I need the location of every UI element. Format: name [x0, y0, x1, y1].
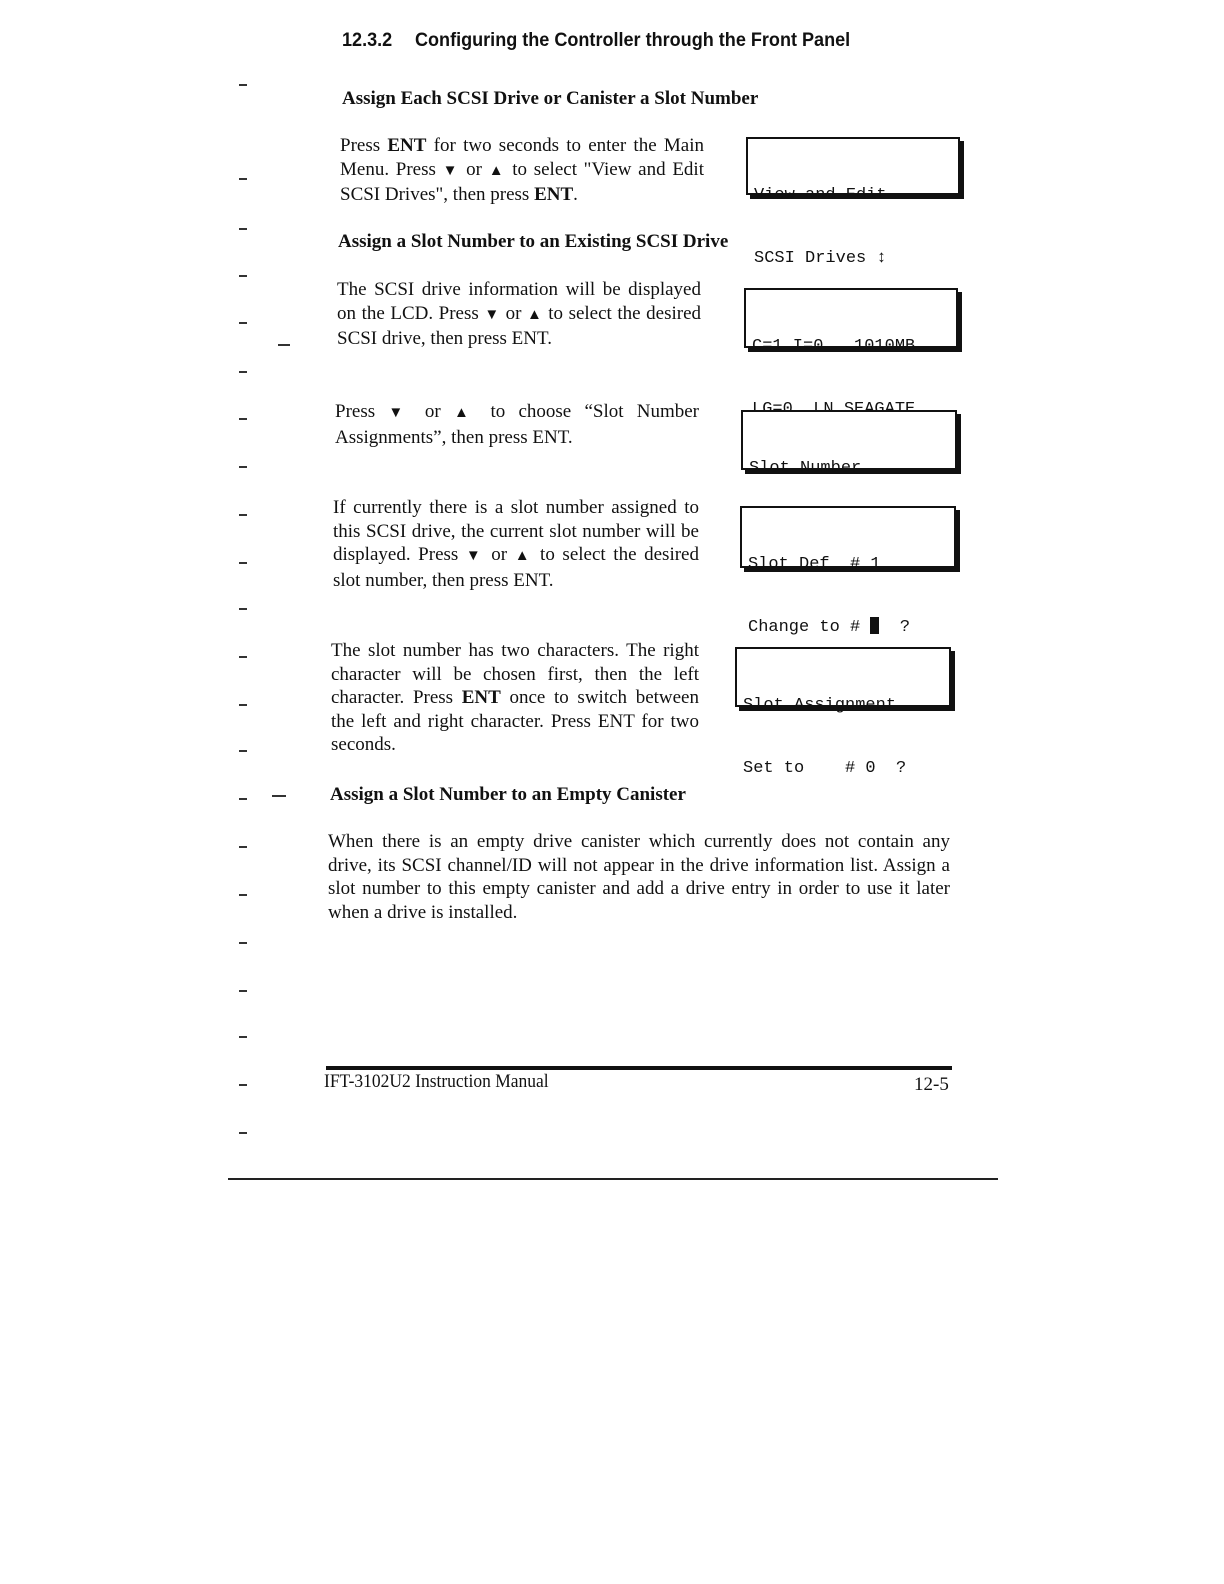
- margin-mark: [239, 656, 247, 658]
- lcd-line-1: Slot Assignment: [743, 696, 897, 715]
- margin-mark: [272, 795, 286, 797]
- margin-mark: [239, 990, 247, 992]
- lcd-slot-assignment: [735, 647, 951, 778]
- margin-mark: [239, 228, 247, 230]
- down-arrow-icon: ▼: [442, 162, 460, 179]
- margin-mark: [239, 1132, 247, 1134]
- up-arrow-icon: ▲: [453, 405, 478, 421]
- lcd-line-2: Change to # ?: [748, 618, 911, 637]
- margin-mark: [239, 704, 247, 706]
- margin-mark: [239, 514, 247, 516]
- up-arrow-icon: ▲: [526, 306, 543, 323]
- lcd-line-1: View and Edit: [754, 186, 887, 205]
- margin-mark: [239, 466, 247, 468]
- lcd-line-1: Slot Number: [749, 459, 862, 478]
- down-arrow-icon: ▼: [465, 548, 484, 564]
- page-edge-line: [228, 1178, 998, 1180]
- margin-mark: [239, 84, 247, 86]
- margin-mark: [239, 178, 247, 180]
- margin-mark: [278, 344, 290, 346]
- paragraph-drive-info: The SCSI drive information will be displayed on the LCD. Press ▼ or ▲ to select the desired SCSI drive, then press ENT.: [337, 279, 702, 349]
- section-title: Configuring the Controller through the Front Panel: [414, 30, 851, 51]
- subheading-assign-slot: Assign Each SCSI Drive or Canister a Slot Number: [342, 88, 759, 109]
- lcd-view-edit-scsi: [746, 137, 960, 268]
- lcd-line-1: C=1 I=0 1010MB: [752, 337, 916, 356]
- margin-mark: [239, 608, 247, 610]
- margin-mark: [239, 750, 247, 752]
- margin-mark: [239, 562, 247, 564]
- up-arrow-icon: ▲: [488, 162, 506, 179]
- margin-mark: [239, 371, 247, 373]
- margin-mark: [239, 418, 247, 420]
- section-heading: [342, 30, 850, 52]
- margin-mark: [239, 942, 247, 944]
- lcd-line-1: Slot Def # 1: [748, 555, 881, 574]
- margin-mark: [239, 1036, 247, 1038]
- section-number: 12.3.2: [342, 30, 393, 51]
- down-arrow-icon: ▼: [484, 306, 501, 323]
- paragraph-two-characters: The slot number has two characters. The right character will be chosen first, then the left character. Press ENT once to switch between the left and right character. Press ENT for two seconds.: [331, 640, 699, 755]
- paragraph-slot-number-assignments: Press ▼ or ▲ to choose “Slot Number Assignments”, then press ENT.: [335, 401, 699, 448]
- lcd-slot-number-assignments: [741, 410, 957, 478]
- paragraph-current-slot: If currently there is a slot number assigned to this SCSI drive, the current slot number will be displayed. Press ▼ or ▲ to select the desired slot number, then press ENT.: [333, 497, 699, 591]
- margin-mark: [239, 275, 247, 277]
- lcd-slot-def: [740, 506, 956, 637]
- lcd-line-2: Set to # 0 ?: [743, 759, 907, 778]
- subheading-empty-canister: Assign a Slot Number to an Empty Canister: [330, 784, 686, 805]
- margin-mark: [239, 322, 247, 324]
- paragraph-empty-canister: When there is an empty drive canister which currently does not contain any drive, its SCSI channel/ID will not appear in the drive information list. Assign a slot number to this empty canister and add a drive entry in order to use it later when a drive is installed.: [328, 831, 950, 923]
- margin-mark: [239, 1084, 247, 1086]
- margin-mark: [239, 846, 247, 848]
- paragraph-enter-main-menu: Press ENT for two seconds to enter the Main Menu. Press ▼ or ▲ to select "View and Edit SCSI Drives", then press ENT.: [340, 135, 704, 205]
- down-arrow-icon: ▼: [388, 405, 412, 421]
- footer-manual-title: IFT-3102U2 Instruction Manual: [324, 1071, 549, 1092]
- lcd-line-2: SCSI Drives ↕: [754, 249, 887, 268]
- margin-mark: [239, 894, 247, 896]
- footer-rule: [326, 1066, 952, 1070]
- subheading-existing-drive: Assign a Slot Number to an Existing SCSI Drive: [338, 231, 729, 252]
- margin-mark: [239, 798, 247, 800]
- lcd-drive-info: [744, 288, 958, 356]
- footer-page-number: 12-5: [914, 1074, 949, 1095]
- up-arrow-icon: ▲: [514, 548, 533, 564]
